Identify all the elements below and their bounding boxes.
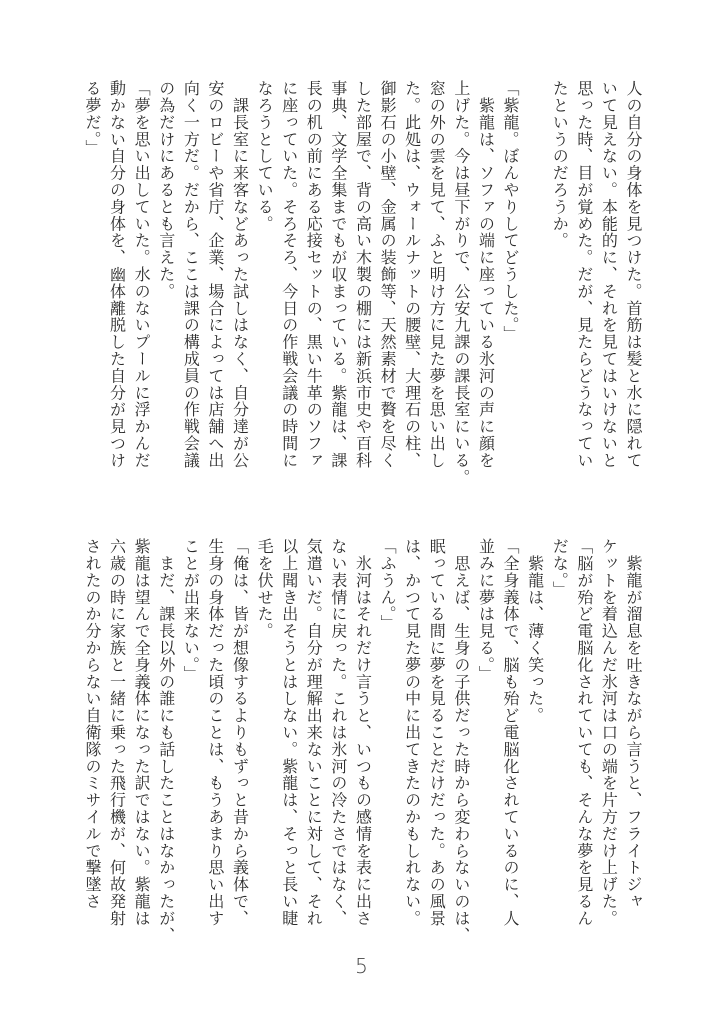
text-column: 「全身義体で、脳も殆ど電脳化されているのに、人	[501, 538, 521, 927]
text-column: 「紫龍。ぼんやりしてどうした。」	[501, 80, 521, 343]
text-column: 「俺は、皆が想像するよりもずっと昔から義体で、	[230, 538, 250, 927]
text-column: 長の机の前にある応接セットの、黒い牛革のソファ	[304, 80, 324, 469]
text-column: だな。」	[550, 538, 570, 598]
text-column: 思った時、目が覚めた。だが、見たらどうなってい	[574, 80, 594, 469]
text-column: は、かつて見た夢の中に出てきたのかもしれない。	[402, 538, 422, 927]
text-column: 思えば、生身の子供だった時から変わらないのは、	[451, 538, 471, 944]
text-column: た。此処は、ウォールナットの腰壁、大理石の柱、	[402, 80, 422, 469]
text-column: ケットを着込んだ氷河は口の端を片方だけ上げた。	[599, 538, 619, 927]
text-column: されたのか分からない自衛隊のミサイルで撃墜さ	[82, 538, 102, 910]
text-column: 課長室に来客などあった試しはなく、自分達が公	[230, 80, 250, 469]
text-column: なろうとしている。	[255, 80, 275, 233]
text-column: 毛を伏せた。	[255, 538, 275, 640]
text-column: 眠っている間に夢を見ることだけだった。あの風景	[427, 538, 447, 927]
text-block-top	[79, 80, 645, 500]
text-column: した部屋で、背の高い木製の棚には新浜市史や百科	[353, 80, 373, 469]
text-column: ない表情に戻った。これは氷河の冷たさではなく、	[328, 538, 348, 927]
text-column: 紫龍が溜息を吐きながら言うと、フライトジャ	[624, 538, 643, 910]
text-column	[522, 80, 547, 500]
text-column: 並みに夢は見る。」	[476, 538, 496, 683]
text-column: 動かない自分の身体を、幽体離脱した自分が見つけ	[107, 80, 127, 469]
text-column: の為だけにあるとも言えた。	[156, 80, 176, 300]
text-column: 御影石の小壁、金属の装飾等、天然素材で贅を尽く	[378, 80, 398, 469]
text-column: 人の自分の身体を見つけた。首筋は髪と水に隠れて	[624, 80, 643, 469]
text-column: に座っていた。そろそろ、今日の作戦会議の時間に	[279, 80, 299, 469]
text-column: 生身の身体だった頃のことは、もうあまり思い出す	[205, 538, 225, 927]
text-column: 「ふうん。」	[378, 538, 398, 632]
text-column: 「夢を思い出していた。水のないプールに浮かんだ	[132, 80, 152, 469]
text-column: 窓の外の雲を見て、ふと明け方に見た夢を思い出し	[427, 80, 447, 469]
text-column: 紫龍は、薄く笑った。	[525, 538, 545, 724]
text-column: たというのだろうか。	[550, 80, 570, 249]
text-column: 事典、文学全集までもが収まっている。紫龍は、課	[328, 80, 348, 469]
text-column: 六歳の時に家族と一緒に乗った飛行機が、何故発射	[107, 538, 127, 927]
text-column: いて見えない。本能的に、それを見てはいけないと	[599, 80, 619, 469]
text-column: 上げた。今は昼下がりで、公安九課の課長室にいる。	[451, 80, 471, 486]
text-column: 気遣いだ。自分が理解出来ないことに対して、それ	[304, 538, 324, 927]
text-column: 向く一方だ。だから、ここは課の構成員の作戦会議	[181, 80, 201, 469]
text-column: ことが出来ない。」	[181, 538, 201, 683]
text-column: 氷河はそれだけ言うと、いつもの感情を表に出さ	[353, 538, 373, 927]
text-column: 「脳が殆ど電脳化されていても、そんな夢を見るん	[574, 538, 594, 927]
text-column: 安のロビーや省庁、企業、場合によっては店舗へ出	[205, 80, 225, 469]
text-column: まだ、課長以外の誰にも話したことはなかったが、	[156, 538, 176, 944]
text-column: 以上聞き出そうとはしない。紫龍は、そっと長い睫	[279, 538, 299, 927]
page-number: 5	[355, 954, 368, 978]
text-column: 紫龍は、ソファの端に座っている氷河の声に顔を	[476, 80, 496, 469]
text-column: 紫龍は望んで全身義体になった訳ではない。紫龍は	[132, 538, 152, 927]
text-column: る夢だ。」	[82, 80, 102, 157]
text-block-bottom	[79, 538, 645, 958]
